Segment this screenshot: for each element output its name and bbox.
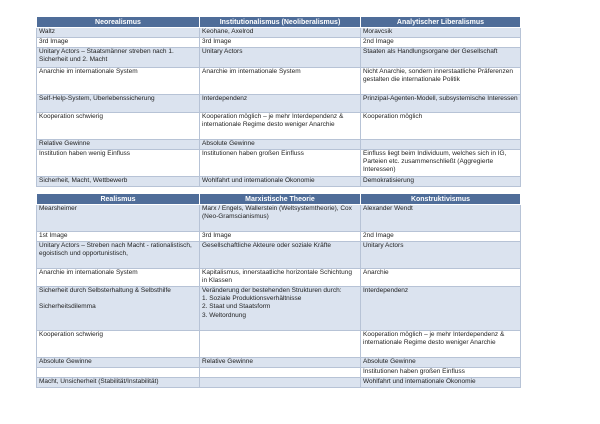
table-cell: Kooperation möglich [361, 113, 521, 140]
table-cell: Anarchie [361, 269, 521, 287]
table-cell: Unitary Actors – Streben nach Macht - rationalistisch, egoistisch und opportunistisch, [37, 242, 200, 269]
table-cell [200, 331, 361, 358]
table-cell: Prinzipal-Agenten-Modell, subsystemische Interessen [361, 95, 521, 113]
table-cell: 3rd Image [200, 232, 361, 242]
table-cell: Moravcsik [361, 28, 521, 38]
column-header: Institutionalismus (Neoliberalismus) [200, 17, 361, 28]
table-cell: Wohlfahrt und internationale Ökonomie [200, 177, 361, 187]
table-row [37, 95, 521, 113]
table-cell: Kooperation schwierig [37, 113, 200, 140]
table-row [37, 287, 521, 331]
table-neorealismus-institutionalismus-liberalismus [36, 16, 521, 187]
table-cell: Absolute Gewinne [361, 358, 521, 368]
column-header: Neorealismus [37, 17, 200, 28]
table-cell: Waltz [37, 28, 200, 38]
table-cell: Unitary Actors [200, 48, 361, 68]
column-header: Marxistische Theorie [200, 194, 361, 205]
table-row [37, 140, 521, 150]
table-cell: Self-Help-System, Überlebenssicherung [37, 95, 200, 113]
table-cell: Anarchie im internationale System [37, 68, 200, 95]
table-cell: Wohlfahrt und internationale Ökonomie [361, 378, 521, 388]
table-cell: Veränderung der bestehenden Strukturen durch: 1. Soziale Produktionsverhältnisse 2. Staat und Staatsform 3. Weltordnung [200, 287, 361, 331]
table-cell: Sicherheit durch Selbsterhaltung & Selbsthilfe Sicherheitsdilemma [37, 287, 200, 331]
table-cell: Kooperation möglich – je mehr Interdependenz & internationale Regime desto weniger Anarchie [361, 331, 521, 358]
table-cell: 3rd Image [37, 38, 200, 48]
table-cell: Absolute Gewinne [200, 140, 361, 150]
table-cell: Demokratisierung [361, 177, 521, 187]
table-cell: Relative Gewinne [37, 140, 200, 150]
table-cell: Kapitalismus, innerstaatliche horizontale Schichtung in Klassen [200, 269, 361, 287]
table-cell: Sicherheit, Macht, Wettbewerb [37, 177, 200, 187]
table-cell: Staaten als Handlungsorgane der Gesellschaft [361, 48, 521, 68]
table-row [37, 177, 521, 187]
table-row [37, 378, 521, 388]
table-cell: Kooperation möglich – je mehr Interdependenz & internationale Regime desto weniger Anarchie [200, 113, 361, 140]
table-row [37, 68, 521, 95]
table-row [37, 232, 521, 242]
table-cell: Institutionen haben großen Einfluss [361, 368, 521, 378]
table-cell: Keohane, Axelrod [200, 28, 361, 38]
table-row [37, 269, 521, 287]
table-cell: Institution haben wenig Einfluss [37, 150, 200, 177]
table-row [37, 358, 521, 368]
column-header: Realismus [37, 194, 200, 205]
table-cell: Kooperation schwierig [37, 331, 200, 358]
table-cell: Einfluss liegt beim Individuum, welches sich in IG, Parteien etc. zusammenschließt (Aggregierte Interessen) [361, 150, 521, 177]
table-cell: Marx / Engels, Wallerstein (Weltsystemtheorie), Cox (Neo-Gramscianismus) [200, 205, 361, 232]
table-row [37, 28, 521, 38]
table-cell: Anarchie im internationale System [37, 269, 200, 287]
table-cell: 2nd Image [361, 38, 521, 48]
table-cell: Anarchie im internationale System [200, 68, 361, 95]
table-row [37, 150, 521, 177]
table-cell: Interdependenz [200, 95, 361, 113]
table-row [37, 205, 521, 232]
table-cell: 2nd Image [361, 232, 521, 242]
table-cell: Relative Gewinne [200, 358, 361, 368]
table-row [37, 38, 521, 48]
table-cell [200, 368, 361, 378]
table-cell [37, 368, 200, 378]
table-row [37, 331, 521, 358]
table-header-row [37, 194, 521, 205]
table-cell: Gesellschaftliche Akteure oder soziale Kräfte [200, 242, 361, 269]
table-realismus-marxismus-konstruktivismus [36, 193, 521, 388]
table-cell: Absolute Gewinne [37, 358, 200, 368]
table-cell: 1st Image [37, 232, 200, 242]
table-cell [200, 378, 361, 388]
table-cell: Mearsheimer [37, 205, 200, 232]
table-row [37, 113, 521, 140]
table-cell: Unitary Actors – Staatsmänner streben nach 1. Sicherheit und 2. Macht [37, 48, 200, 68]
table-row [37, 48, 521, 68]
column-header: Konstruktivismus [361, 194, 521, 205]
table-row [37, 368, 521, 378]
table-cell: 3rd Image [200, 38, 361, 48]
table-cell: Alexander Wendt [361, 205, 521, 232]
table-cell: Interdependenz [361, 287, 521, 331]
table-cell: Unitary Actors [361, 242, 521, 269]
table-cell: Macht, Unsicherheit (Stabilität/Instabilität) [37, 378, 200, 388]
table-row [37, 242, 521, 269]
column-header: Analytischer Liberalismus [361, 17, 521, 28]
table-cell [361, 140, 521, 150]
table-cell: Nicht Anarchie, sondern innerstaatliche Präferenzen gestalten die internationale Politik [361, 68, 521, 95]
table-cell: Institutionen haben großen Einfluss [200, 150, 361, 177]
table-header-row [37, 17, 521, 28]
